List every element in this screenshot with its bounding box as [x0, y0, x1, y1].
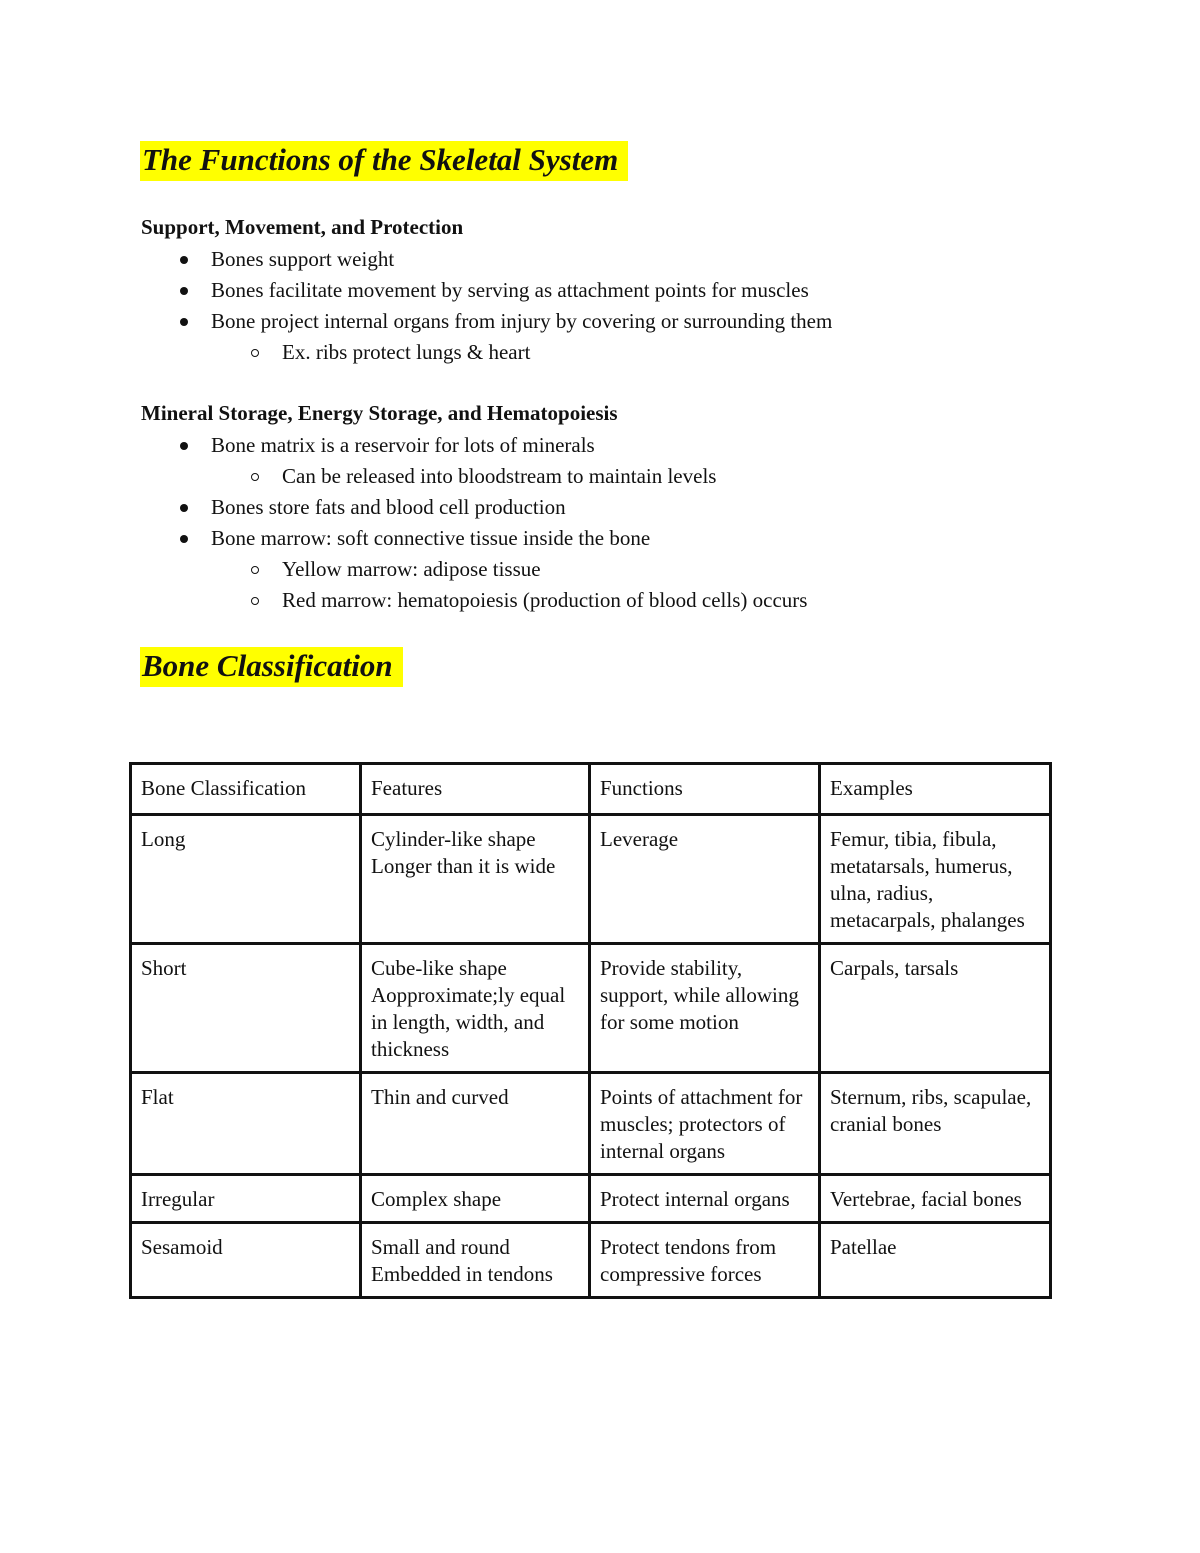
filled-bullet-icon	[180, 535, 188, 543]
list-item-text: Bone marrow: soft connective tissue inside the bone	[211, 526, 651, 550]
list-item	[0, 275, 832, 306]
list-item-text: Yellow marrow: adipose tissue	[282, 557, 541, 581]
cell-text: Points of attachment for muscles; protectors of internal organs	[600, 1085, 803, 1163]
list-item	[0, 337, 832, 368]
list-item	[0, 306, 832, 337]
table-cell	[361, 944, 590, 1073]
list-item-text: Bone project internal organs from injury by covering or surrounding them	[211, 309, 833, 333]
cell-text: Short	[141, 956, 187, 980]
cell-text: Thin and curved	[371, 1085, 509, 1109]
cell-text: Sesamoid	[141, 1235, 223, 1259]
table-cell	[820, 1073, 1051, 1175]
cell-text: Cylinder-like shape	[371, 827, 536, 851]
cell-text: Complex shape	[371, 1187, 502, 1211]
cell-text: Provide stability, support, while allowing for some motion	[600, 956, 799, 1034]
list-item	[0, 244, 832, 275]
hollow-bullet-icon	[251, 349, 259, 357]
cell-text: Aopproximate;ly equal in length, width, and thickness	[371, 983, 566, 1061]
table-cell	[590, 1073, 820, 1175]
cell-text: Sternum, ribs, scapulae, cranial bones	[830, 1085, 1032, 1136]
table-cell	[590, 1223, 820, 1298]
cell-text: Patellae	[830, 1235, 897, 1259]
table-row	[131, 815, 1051, 944]
table-cell	[361, 815, 590, 944]
table-cell	[820, 1223, 1051, 1298]
table-cell	[361, 1175, 590, 1223]
hollow-bullet-icon	[251, 473, 259, 481]
table-cell	[361, 1073, 590, 1175]
list-item-text: Ex. ribs protect lungs & heart	[282, 340, 531, 364]
table-row	[131, 1175, 1051, 1223]
table-cell	[131, 944, 361, 1073]
list-item-text: Can be released into bloodstream to maintain levels	[282, 464, 717, 488]
list-item	[0, 554, 807, 585]
filled-bullet-icon	[180, 442, 188, 450]
subheading-mineral-energy-hematopoiesis: Mineral Storage, Energy Storage, and Hematopoiesis	[141, 401, 618, 425]
list-item-text: Bone matrix is a reservoir for lots of minerals	[211, 433, 595, 457]
table-cell	[820, 815, 1051, 944]
list-item	[0, 492, 807, 523]
cell-text: Protect internal organs	[600, 1187, 790, 1211]
list-item	[0, 461, 807, 492]
table-cell	[590, 1175, 820, 1223]
section-title-functions: The Functions of the Skeletal System	[140, 141, 628, 181]
table-header-cell: Features	[361, 764, 590, 815]
cell-text: Irregular	[141, 1187, 215, 1211]
subheading-support-movement-protection: Support, Movement, and Protection	[141, 215, 464, 239]
table-cell	[590, 815, 820, 944]
table-cell	[820, 944, 1051, 1073]
list-item-text: Bones support weight	[211, 247, 395, 271]
table-header-cell: Functions	[590, 764, 820, 815]
table-cell	[590, 944, 820, 1073]
table-row	[131, 944, 1051, 1073]
table-row	[131, 1073, 1051, 1175]
cell-text: Long	[141, 827, 186, 851]
list-item-text: Bones store fats and blood cell production	[211, 495, 566, 519]
bullet-list-support	[0, 244, 832, 368]
table-cell	[820, 1175, 1051, 1223]
hollow-bullet-icon	[251, 566, 259, 574]
filled-bullet-icon	[180, 318, 188, 326]
cell-text: Protect tendons from compressive forces	[600, 1235, 777, 1286]
cell-text: Carpals, tarsals	[830, 956, 959, 980]
list-item-text: Bones facilitate movement by serving as attachment points for muscles	[211, 278, 809, 302]
list-item	[0, 523, 807, 554]
filled-bullet-icon	[180, 504, 188, 512]
cell-text: Embedded in tendons	[371, 1262, 553, 1286]
table-header-cell: Bone Classification	[131, 764, 361, 815]
list-item	[0, 430, 807, 461]
table-cell	[361, 1223, 590, 1298]
cell-text: Cube-like shape	[371, 956, 507, 980]
bone-classification-table	[129, 762, 1052, 1299]
table-header-cell: Examples	[820, 764, 1051, 815]
cell-text: Leverage	[600, 827, 679, 851]
table-cell	[131, 815, 361, 944]
filled-bullet-icon	[180, 256, 188, 264]
section-title-bone-classification: Bone Classification	[140, 647, 403, 687]
bullet-list-storage	[0, 430, 807, 616]
table-cell	[131, 1073, 361, 1175]
table-header-row	[131, 764, 1051, 815]
filled-bullet-icon	[180, 287, 188, 295]
cell-text: Femur, tibia, fibula, metatarsals, humerus, ulna, radius, metacarpals, phalanges	[830, 827, 1025, 932]
table-cell	[131, 1175, 361, 1223]
table-cell	[131, 1223, 361, 1298]
cell-text: Flat	[141, 1085, 174, 1109]
table-row	[131, 1223, 1051, 1298]
list-item-text: Red marrow: hematopoiesis (production of blood cells) occurs	[282, 588, 808, 612]
hollow-bullet-icon	[251, 597, 259, 605]
cell-text: Small and round	[371, 1235, 510, 1259]
list-item	[0, 585, 807, 616]
cell-text: Vertebrae, facial bones	[830, 1187, 1022, 1211]
cell-text: Longer than it is wide	[371, 854, 556, 878]
